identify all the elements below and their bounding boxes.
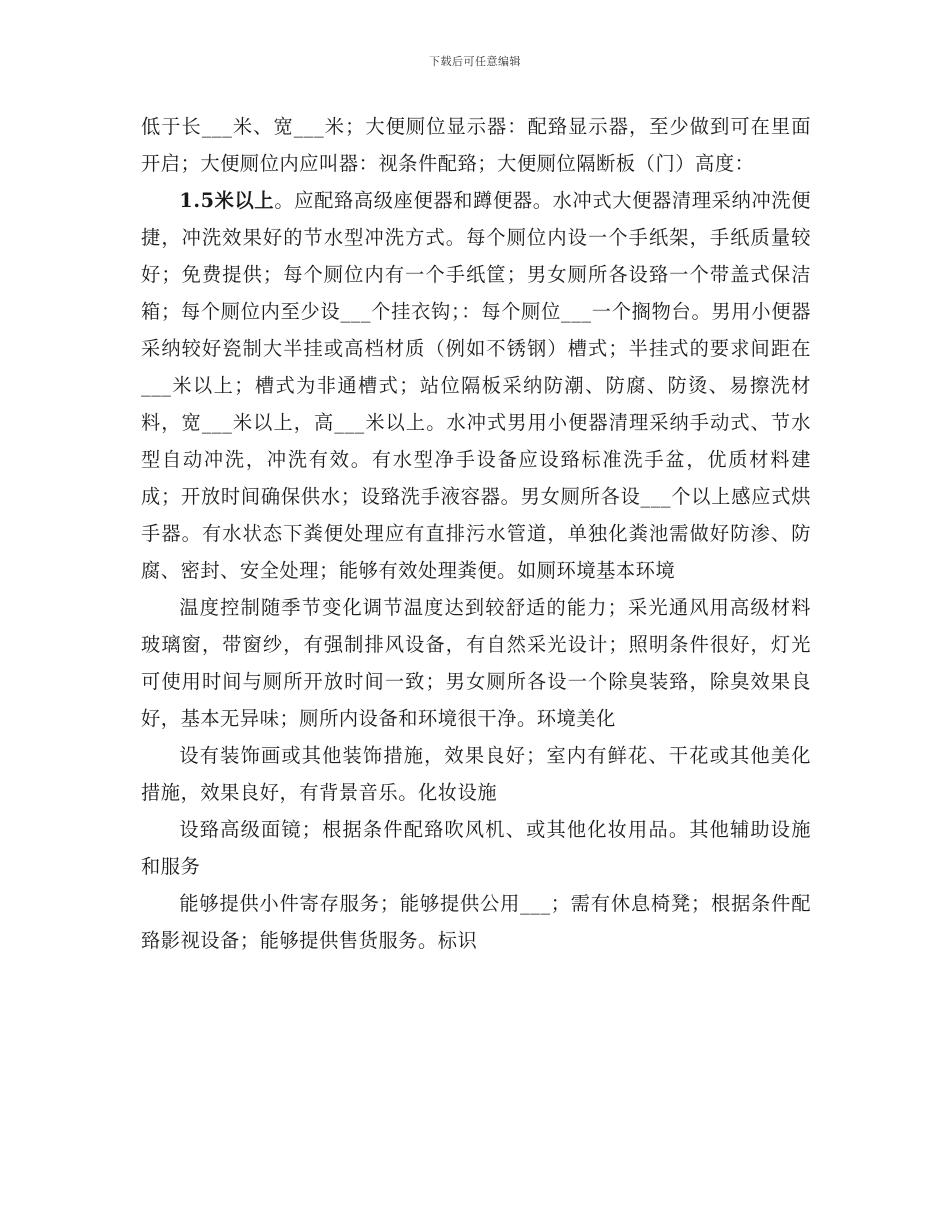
paragraph [141,108,811,182]
paragraph-text: 温度控制随季节变化调节温度达到较舒适的能力；采光通风用高级材料玻璃窗，带窗纱，有强制排风设备，有自然采光设计；照明条件很好，灯光可使用时间与厕所开放时间一致；男女厕所各设一个除臭装臵，除臭效果良好，基本无异味；厕所内设备和环境很干净。环境美化 [141,596,811,730]
paragraph-text: 能够提供小件寄存服务；能够提供公用___；需有休息椅凳；根据条件配臵影视设备；能够提供售货服务。标识 [141,892,811,952]
paragraph [141,737,811,811]
paragraph-text: 低于长___米、宽___米；大便厕位显示器：配臵显示器，至少做到可在里面开启；大便厕位内应叫器：视条件配臵；大便厕位隔断板（门）高度： [141,115,811,175]
page-header: 下载后可任意编辑 [429,55,521,68]
paragraph [141,182,811,589]
paragraph-text: 设臵高级面镜；根据条件配臵吹风机、或其他化妆用品。其他辅助设施和服务 [141,818,811,878]
paragraph-text: 设有装饰画或其他装饰措施，效果良好；室内有鲜花、干花或其他美化措施，效果良好，有背景音乐。化妆设施 [141,744,811,804]
paragraph [141,589,811,737]
paragraph [141,811,811,885]
paragraph [141,885,811,959]
document-body [141,108,811,959]
bold-lead-text: 1.5米以上 [179,189,275,212]
paragraph-text: 。应配臵高级座便器和蹲便器。水冲式大便器清理采纳冲洗便捷，冲洗效果好的节水型冲洗方式。每个厕位内设一个手纸架，手纸质量较好；免费提供；每个厕位内有一个手纸筐；男女厕所各设臵一个带盖式保洁箱；每个厕位内至少设___个挂衣钩；：每个厕位___一个搁物台。男用小便器采纳较好瓷制大半挂或高档材质（例如不锈钢）槽式；半挂式的要求间距在___米以上；槽式为非通槽式；站位隔板采纳防潮、防腐、防烫、易擦洗材料，宽___米以上，高___米以上。水冲式男用小便器清理采纳手动式、节水型自动冲洗，冲洗有效。有水型净手设备应设臵标准洗手盆，优质材料建成；开放时间确保供水；设臵洗手液容器。男女厕所各设___个以上感应式烘手器。有水状态下粪便处理应有直排污水管道，单独化粪池需做好防渗、防腐、密封、安全处理；能够有效处理粪便。如厕环境基本环境 [141,189,811,582]
